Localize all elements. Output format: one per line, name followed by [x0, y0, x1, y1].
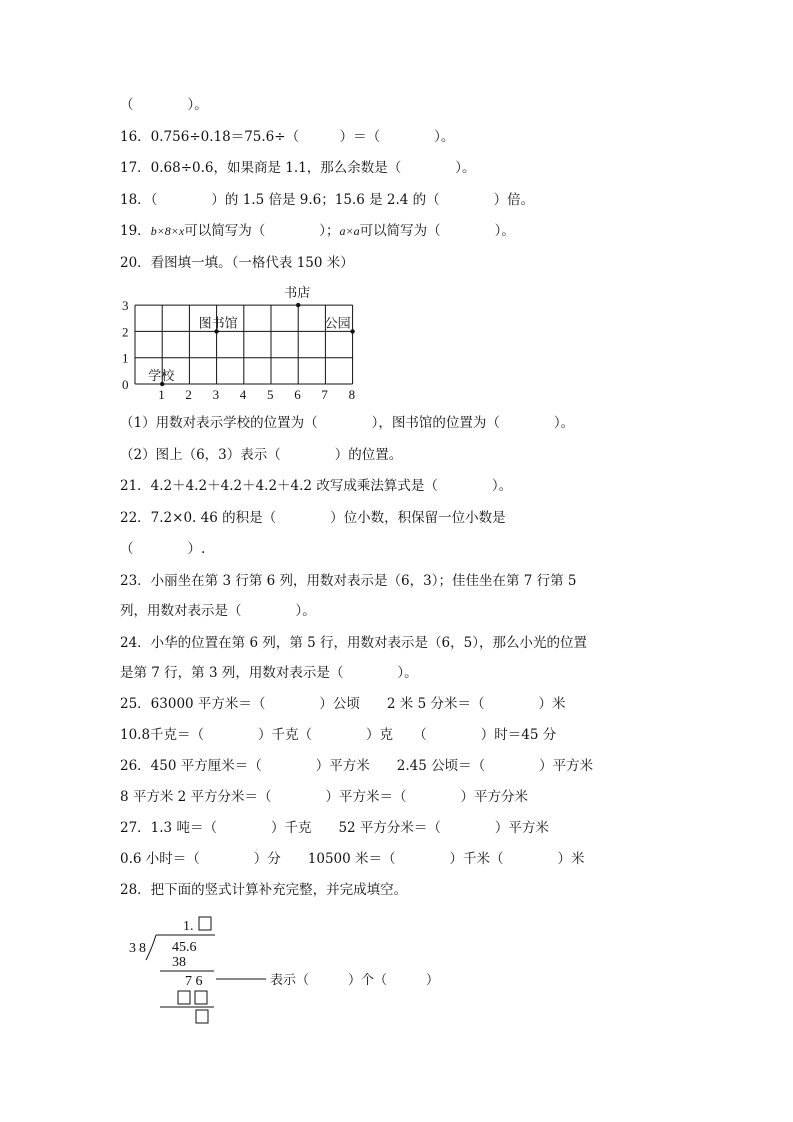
question-19-expr1: b×8×x — [150, 224, 185, 238]
question-19-expr2: a×a — [339, 224, 360, 238]
place-point — [296, 303, 300, 307]
quotient-blank-box[interactable] — [199, 917, 211, 930]
question-16: 16．0.756÷0.18＝75.6÷（ ）＝（ ）。 — [120, 129, 455, 145]
place-label: 公园 — [324, 316, 351, 332]
product-blank-box-2[interactable] — [195, 991, 207, 1004]
x-tick-label: 4 — [239, 387, 247, 400]
product-blank-box-1[interactable] — [178, 991, 190, 1004]
x-tick-label: 6 — [294, 387, 301, 400]
question-19-text2: 可以简写为（ ）。 — [359, 223, 515, 239]
question-19-number: 19． — [120, 223, 151, 239]
question-21: 21．4.2＋4.2＋4.2＋4.2＋4.2 改写成乘法算式是（ ）。 — [120, 478, 513, 494]
question-27: 27．1.3 吨＝（ ）千克 52 平方分米＝（ ）平方米 — [120, 820, 549, 836]
place-label: 图书馆 — [198, 316, 238, 332]
dividend: 45.6 — [172, 940, 197, 955]
x-tick-label: 5 — [267, 387, 274, 400]
question-23-cont: 列，用数对表示是（ ）。 — [120, 603, 316, 619]
question-20-part1: （1）用数对表示学校的位置为（ ），图书馆的位置为（ ）。 — [120, 415, 575, 431]
question-20: 20．看图填一填。（一格代表 150 米） — [120, 255, 354, 271]
x-tick-label: 2 — [185, 387, 192, 400]
y-tick-label: 3 — [122, 298, 129, 314]
question-19-text1: 可以简写为（ ）； — [184, 223, 340, 239]
coordinate-grid — [110, 282, 370, 400]
question-24-cont: 是第 7 行，第 3 列，用数对表示是（ ）。 — [120, 665, 418, 681]
place-label: 书店 — [284, 286, 311, 302]
question-28: 28．把下面的竖式计算补充完整，并完成填空。 — [120, 882, 408, 898]
pointer-note: 表示（ ）个（ ） — [270, 973, 440, 988]
q15-tail: （ ）。 — [120, 97, 208, 113]
question-25-cont: 10.8千克＝（ ）千克（ ）克 （ ）时＝45 分 — [120, 727, 557, 743]
x-tick-label: 1 — [158, 387, 165, 400]
place-point — [350, 329, 354, 333]
y-tick-label: 1 — [122, 350, 129, 366]
long-division — [120, 910, 460, 1025]
question-24: 24．小华的位置在第 6 列，第 5 行，用数对表示是（6，5），那么小光的位置 — [120, 635, 587, 651]
x-tick-label: 8 — [348, 387, 356, 400]
x-tick-label: 7 — [321, 387, 328, 400]
remainder-76: 7 6 — [185, 974, 203, 989]
question-22-cont: （ ）. — [120, 541, 206, 557]
divisor: 38 — [129, 941, 149, 956]
y-tick-label: 2 — [122, 324, 129, 340]
question-26: 26．450 平方厘米＝（ ）平方米 2.45 公顷＝（ ）平方米 — [120, 758, 594, 774]
question-26-cont: 8 平方米 2 平方分米＝（ ）平方米＝（ ）平方分米 — [120, 789, 529, 805]
question-27-cont: 0.6 小时＝（ ）分 10500 米＝（ ）千米（ ）米 — [120, 851, 585, 867]
quotient-digits: 1. — [183, 919, 194, 934]
x-tick-label: 3 — [212, 387, 220, 400]
question-19 — [120, 221, 515, 241]
question-22: 22．7.2×0. 46 的积是（ ）位小数，积保留一位小数是 — [120, 510, 506, 526]
subtract-38: 38 — [172, 955, 186, 970]
final-remainder-box[interactable] — [196, 1010, 208, 1023]
question-18: 18．（ ）的 1.5 倍是 9.6；15.6 是 2.4 的（ ）倍。 — [120, 192, 535, 208]
place-label: 学校 — [148, 369, 175, 384]
y-tick-label: 0 — [122, 377, 129, 392]
question-25: 25．63000 平方米＝（ ）公顷 2 米 5 分米＝（ ）米 — [120, 696, 566, 712]
question-23: 23．小丽坐在第 3 行第 6 列，用数对表示是（6，3）；佳佳坐在第 7 行第 5 — [120, 573, 577, 589]
question-17: 17．0.68÷0.6，如果商是 1.1，那么余数是（ ）。 — [120, 160, 476, 176]
question-20-part2: （2）图上（6，3）表示（ ）的位置。 — [120, 447, 403, 463]
